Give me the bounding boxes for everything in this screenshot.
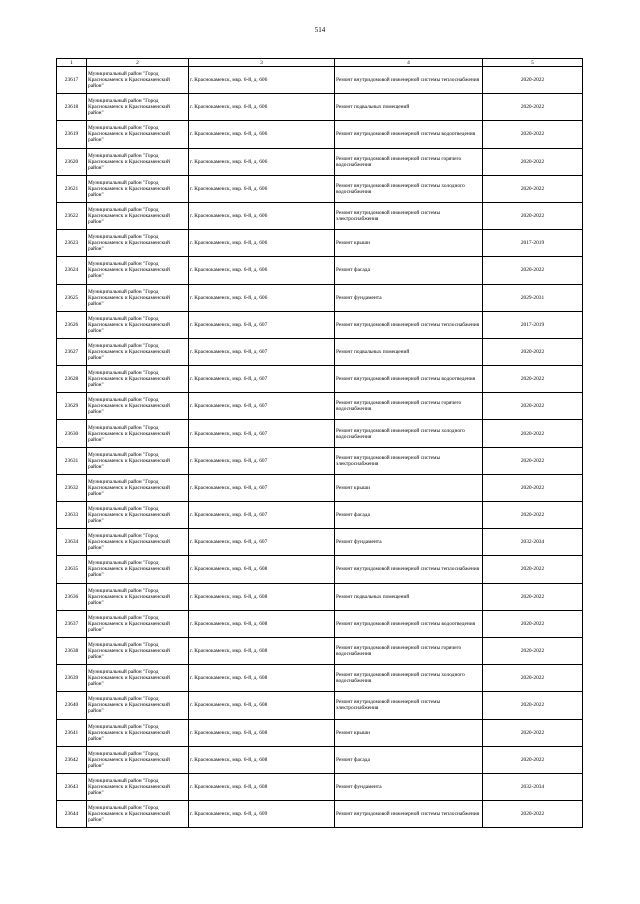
work-type-cell: Ремонт крыши [335, 719, 483, 746]
address-cell: г. Краснокаменск, мкр. 6-й, д. 608 [189, 692, 335, 719]
municipality-cell: Муниципальный район "Город Краснокаменск и Краснокаменский район" [87, 692, 189, 719]
work-type-cell: Ремонт внутридомовой инженерной системы теплоснабжения [335, 556, 483, 583]
row-number-cell: 23633 [57, 502, 87, 529]
table-row [57, 610, 583, 637]
work-type-cell: Ремонт фасада [335, 746, 483, 773]
municipality-cell: Муниципальный район "Город Краснокаменск и Краснокаменский район" [87, 284, 189, 311]
column-header: 5 [483, 59, 583, 67]
column-header: 4 [335, 59, 483, 67]
table-row [57, 284, 583, 311]
address-cell: г. Краснокаменск, мкр. 6-й, д. 606 [189, 202, 335, 229]
table-row [57, 665, 583, 692]
municipality-cell: Муниципальный район "Город Краснокаменск и Краснокаменский район" [87, 202, 189, 229]
period-cell: 2017-2019 [483, 311, 583, 338]
period-cell: 2020-2022 [483, 746, 583, 773]
address-cell: г. Краснокаменск, мкр. 6-й, д. 607 [189, 366, 335, 393]
row-number-cell: 23627 [57, 338, 87, 365]
table-row [57, 801, 583, 828]
work-type-cell: Ремонт внутридомовой инженерной системы теплоснабжения [335, 311, 483, 338]
table-row [57, 338, 583, 365]
table-row [57, 202, 583, 229]
row-number-cell: 23629 [57, 393, 87, 420]
municipality-cell: Муниципальный район "Город Краснокаменск и Краснокаменский район" [87, 121, 189, 148]
column-header: 2 [87, 59, 189, 67]
work-type-cell: Ремонт внутридомовой инженерной системы холодного водоснабжения [335, 665, 483, 692]
municipality-cell: Муниципальный район "Город Краснокаменск и Краснокаменский район" [87, 583, 189, 610]
table-row [57, 583, 583, 610]
period-cell: 2020-2022 [483, 719, 583, 746]
table-row [57, 692, 583, 719]
work-type-cell: Ремонт внутридомовой инженерной системы холодного водоснабжения [335, 420, 483, 447]
address-cell: г. Краснокаменск, мкр. 6-й, д. 606 [189, 230, 335, 257]
row-number-cell: 23638 [57, 637, 87, 664]
municipality-cell: Муниципальный район "Город Краснокаменск и Краснокаменский район" [87, 773, 189, 800]
row-number-cell: 23617 [57, 67, 87, 94]
work-type-cell: Ремонт фундамента [335, 529, 483, 556]
table-row [57, 529, 583, 556]
period-cell: 2020-2022 [483, 202, 583, 229]
address-cell: г. Краснокаменск, мкр. 6-й, д. 608 [189, 610, 335, 637]
table-row [57, 121, 583, 148]
table-row [57, 230, 583, 257]
municipality-cell: Муниципальный район "Город Краснокаменск и Краснокаменский район" [87, 67, 189, 94]
work-type-cell: Ремонт внутридомовой инженерной системы электроснабжения [335, 202, 483, 229]
work-type-cell: Ремонт внутридомовой инженерной системы водоотведения [335, 610, 483, 637]
period-cell: 2020-2022 [483, 121, 583, 148]
table-body [57, 59, 583, 828]
municipality-cell: Муниципальный район "Город Краснокаменск и Краснокаменский район" [87, 311, 189, 338]
period-cell: 2020-2022 [483, 257, 583, 284]
table-row [57, 148, 583, 175]
period-cell: 2020-2022 [483, 148, 583, 175]
work-type-cell: Ремонт внутридомовой инженерной системы теплоснабжения [335, 67, 483, 94]
municipality-cell: Муниципальный район "Город Краснокаменск и Краснокаменский район" [87, 338, 189, 365]
table-row [57, 474, 583, 501]
address-cell: г. Краснокаменск, мкр. 6-й, д. 608 [189, 773, 335, 800]
municipality-cell: Муниципальный район "Город Краснокаменск и Краснокаменский район" [87, 801, 189, 828]
work-type-cell: Ремонт внутридомовой инженерной системы горячего водоснабжения [335, 148, 483, 175]
period-cell: 2020-2022 [483, 637, 583, 664]
address-cell: г. Краснокаменск, мкр. 6-й, д. 608 [189, 746, 335, 773]
address-cell: г. Краснокаменск, мкр. 6-й, д. 607 [189, 474, 335, 501]
period-cell: 2020-2022 [483, 420, 583, 447]
municipality-cell: Муниципальный район "Город Краснокаменск и Краснокаменский район" [87, 366, 189, 393]
row-number-cell: 23644 [57, 801, 87, 828]
municipality-cell: Муниципальный район "Город Краснокаменск и Краснокаменский район" [87, 230, 189, 257]
address-cell: г. Краснокаменск, мкр. 6-й, д. 608 [189, 637, 335, 664]
table-row [57, 67, 583, 94]
work-type-cell: Ремонт фундамента [335, 284, 483, 311]
municipality-cell: Муниципальный район "Город Краснокаменск и Краснокаменский район" [87, 257, 189, 284]
address-cell: г. Краснокаменск, мкр. 6-й, д. 607 [189, 502, 335, 529]
work-type-cell: Ремонт фасада [335, 257, 483, 284]
municipality-cell: Муниципальный район "Город Краснокаменск и Краснокаменский район" [87, 529, 189, 556]
address-cell: г. Краснокаменск, мкр. 6-й, д. 607 [189, 529, 335, 556]
row-number-cell: 23621 [57, 175, 87, 202]
work-type-cell: Ремонт подвальных помещений [335, 94, 483, 121]
period-cell: 2032-2034 [483, 529, 583, 556]
municipality-cell: Муниципальный район "Город Краснокаменск и Краснокаменский район" [87, 94, 189, 121]
period-cell: 2020-2022 [483, 474, 583, 501]
table-row [57, 719, 583, 746]
row-number-cell: 23624 [57, 257, 87, 284]
address-cell: г. Краснокаменск, мкр. 6-й, д. 606 [189, 148, 335, 175]
row-number-cell: 23637 [57, 610, 87, 637]
work-type-cell: Ремонт внутридомовой инженерной системы водоотведения [335, 121, 483, 148]
address-cell: г. Краснокаменск, мкр. 6-й, д. 609 [189, 801, 335, 828]
municipality-cell: Муниципальный район "Город Краснокаменск и Краснокаменский район" [87, 447, 189, 474]
period-cell: 2020-2022 [483, 393, 583, 420]
period-cell: 2020-2022 [483, 801, 583, 828]
period-cell: 2029-2031 [483, 284, 583, 311]
page-number: 514 [314, 26, 326, 34]
table-row [57, 502, 583, 529]
address-cell: г. Краснокаменск, мкр. 6-й, д. 606 [189, 67, 335, 94]
municipality-cell: Муниципальный район "Город Краснокаменск и Краснокаменский район" [87, 719, 189, 746]
address-cell: г. Краснокаменск, мкр. 6-й, д. 607 [189, 311, 335, 338]
row-number-cell: 23623 [57, 230, 87, 257]
work-type-cell: Ремонт внутридомовой инженерной системы горячего водоснабжения [335, 393, 483, 420]
row-number-cell: 23643 [57, 773, 87, 800]
column-header: 3 [189, 59, 335, 67]
work-type-cell: Ремонт внутридомовой инженерной системы электроснабжения [335, 692, 483, 719]
municipality-cell: Муниципальный район "Город Краснокаменск и Краснокаменский район" [87, 393, 189, 420]
capital-repair-table [56, 58, 583, 828]
municipality-cell: Муниципальный район "Город Краснокаменск и Краснокаменский район" [87, 175, 189, 202]
work-type-cell: Ремонт внутридомовой инженерной системы теплоснабжения [335, 801, 483, 828]
work-type-cell: Ремонт внутридомовой инженерной системы электроснабжения [335, 447, 483, 474]
row-number-cell: 23622 [57, 202, 87, 229]
municipality-cell: Муниципальный район "Город Краснокаменск и Краснокаменский район" [87, 502, 189, 529]
address-cell: г. Краснокаменск, мкр. 6-й, д. 606 [189, 175, 335, 202]
municipality-cell: Муниципальный район "Город Краснокаменск и Краснокаменский район" [87, 420, 189, 447]
period-cell: 2020-2022 [483, 94, 583, 121]
address-cell: г. Краснокаменск, мкр. 6-й, д. 607 [189, 420, 335, 447]
row-number-cell: 23640 [57, 692, 87, 719]
period-cell: 2020-2022 [483, 583, 583, 610]
period-cell: 2020-2022 [483, 610, 583, 637]
municipality-cell: Муниципальный район "Город Краснокаменск и Краснокаменский район" [87, 474, 189, 501]
address-cell: г. Краснокаменск, мкр. 6-й, д. 607 [189, 338, 335, 365]
address-cell: г. Краснокаменск, мкр. 6-й, д. 606 [189, 257, 335, 284]
address-cell: г. Краснокаменск, мкр. 6-й, д. 606 [189, 284, 335, 311]
work-type-cell: Ремонт фундамента [335, 773, 483, 800]
table-row [57, 556, 583, 583]
work-type-cell: Ремонт фасада [335, 502, 483, 529]
address-cell: г. Краснокаменск, мкр. 6-й, д. 608 [189, 583, 335, 610]
work-type-cell: Ремонт крыши [335, 230, 483, 257]
address-cell: г. Краснокаменск, мкр. 6-й, д. 607 [189, 393, 335, 420]
period-cell: 2020-2022 [483, 338, 583, 365]
period-cell: 2032-2034 [483, 773, 583, 800]
row-number-cell: 23619 [57, 121, 87, 148]
municipality-cell: Муниципальный район "Город Краснокаменск и Краснокаменский район" [87, 746, 189, 773]
municipality-cell: Муниципальный район "Город Краснокаменск и Краснокаменский район" [87, 665, 189, 692]
period-cell: 2020-2022 [483, 67, 583, 94]
table-row [57, 447, 583, 474]
period-cell: 2020-2022 [483, 175, 583, 202]
row-number-cell: 23618 [57, 94, 87, 121]
period-cell: 2017-2019 [483, 230, 583, 257]
period-cell: 2020-2022 [483, 665, 583, 692]
row-number-cell: 23625 [57, 284, 87, 311]
address-cell: г. Краснокаменск, мкр. 6-й, д. 606 [189, 94, 335, 121]
row-number-cell: 23626 [57, 311, 87, 338]
period-cell: 2020-2022 [483, 556, 583, 583]
period-cell: 2020-2022 [483, 502, 583, 529]
table-row [57, 420, 583, 447]
table-row [57, 311, 583, 338]
table-row [57, 366, 583, 393]
table-row [57, 746, 583, 773]
row-number-cell: 23634 [57, 529, 87, 556]
column-header: 1 [57, 59, 87, 67]
address-cell: г. Краснокаменск, мкр. 6-й, д. 606 [189, 121, 335, 148]
work-type-cell: Ремонт подвальных помещений [335, 338, 483, 365]
table-row [57, 637, 583, 664]
work-type-cell: Ремонт крыши [335, 474, 483, 501]
period-cell: 2020-2022 [483, 447, 583, 474]
municipality-cell: Муниципальный район "Город Краснокаменск и Краснокаменский район" [87, 637, 189, 664]
period-cell: 2020-2022 [483, 366, 583, 393]
row-number-cell: 23628 [57, 366, 87, 393]
work-type-cell: Ремонт внутридомовой инженерной системы горячего водоснабжения [335, 637, 483, 664]
table-row [57, 773, 583, 800]
row-number-cell: 23636 [57, 583, 87, 610]
table-row [57, 393, 583, 420]
municipality-cell: Муниципальный район "Город Краснокаменск и Краснокаменский район" [87, 556, 189, 583]
municipality-cell: Муниципальный район "Город Краснокаменск и Краснокаменский район" [87, 148, 189, 175]
row-number-cell: 23620 [57, 148, 87, 175]
address-cell: г. Краснокаменск, мкр. 6-й, д. 607 [189, 447, 335, 474]
address-cell: г. Краснокаменск, мкр. 6-й, д. 608 [189, 665, 335, 692]
period-cell: 2020-2022 [483, 692, 583, 719]
row-number-cell: 23631 [57, 447, 87, 474]
work-type-cell: Ремонт внутридомовой инженерной системы водоотведения [335, 366, 483, 393]
table-header-row [57, 59, 583, 67]
address-cell: г. Краснокаменск, мкр. 6-й, д. 608 [189, 719, 335, 746]
work-type-cell: Ремонт подвальных помещений [335, 583, 483, 610]
row-number-cell: 23642 [57, 746, 87, 773]
municipality-cell: Муниципальный район "Город Краснокаменск и Краснокаменский район" [87, 610, 189, 637]
row-number-cell: 23641 [57, 719, 87, 746]
row-number-cell: 23630 [57, 420, 87, 447]
row-number-cell: 23632 [57, 474, 87, 501]
row-number-cell: 23639 [57, 665, 87, 692]
table-row [57, 257, 583, 284]
table-row [57, 175, 583, 202]
table-row [57, 94, 583, 121]
address-cell: г. Краснокаменск, мкр. 6-й, д. 608 [189, 556, 335, 583]
row-number-cell: 23635 [57, 556, 87, 583]
work-type-cell: Ремонт внутридомовой инженерной системы холодного водоснабжения [335, 175, 483, 202]
